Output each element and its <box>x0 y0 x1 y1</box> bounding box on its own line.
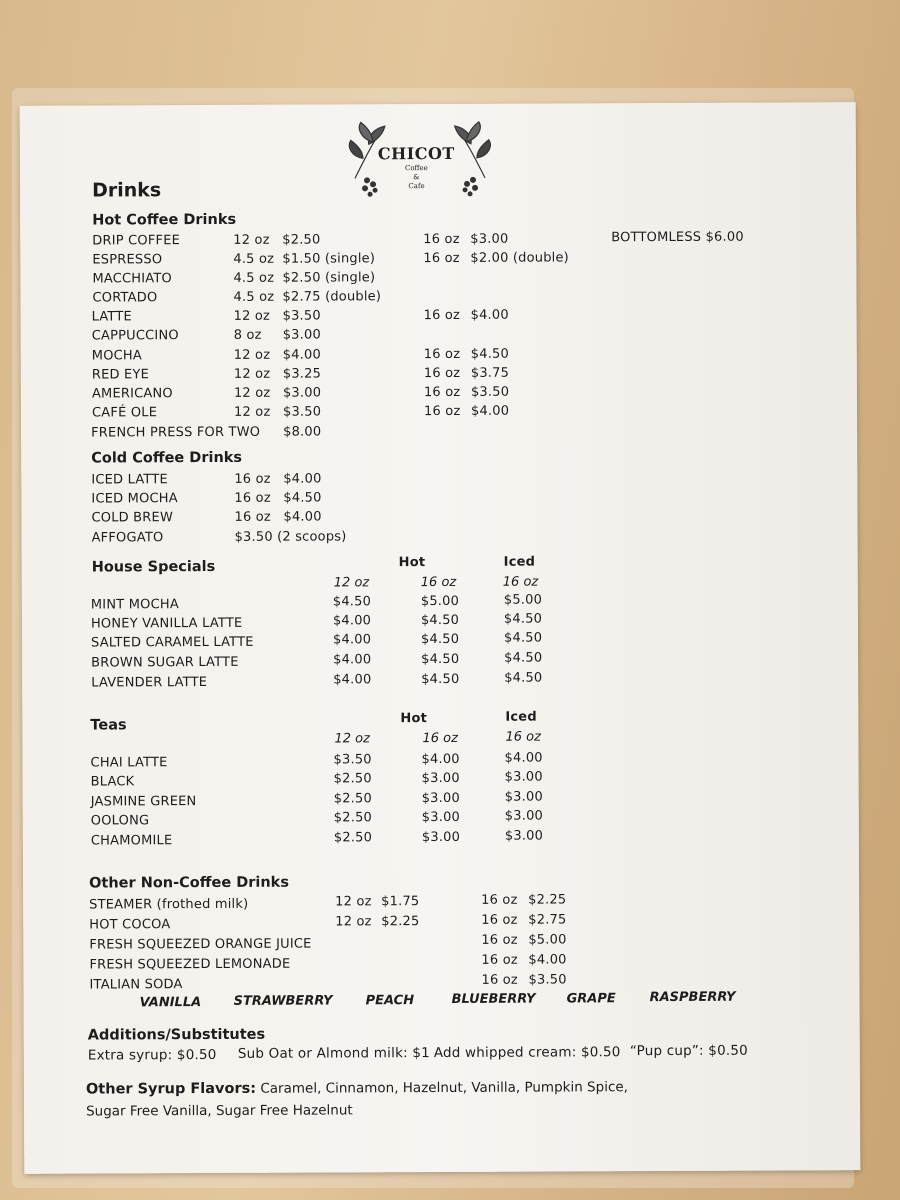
menu-item-price: $2.50 (single) <box>282 270 376 286</box>
menu-item-name: RED EYE <box>91 367 150 383</box>
price-12oz: $4.50 <box>332 594 372 610</box>
soda-flavor: BLUEBERRY <box>451 991 536 1007</box>
logo-sub-coffee: Coffee <box>404 164 428 173</box>
price-16oz-hot: $4.50 <box>421 671 460 688</box>
price-12oz: $2.50 <box>333 830 373 846</box>
teas-iced-label: Iced <box>505 709 537 725</box>
menu-item-name: COLD BREW <box>91 510 174 526</box>
logo-subtitle <box>405 164 428 191</box>
price-16oz-hot: $3.00 <box>421 790 460 807</box>
menu-item-size: 16 oz <box>234 490 271 506</box>
price-16oz-iced: $3.00 <box>504 808 544 824</box>
menu-item-name: LATTE <box>91 309 132 325</box>
price-16oz-iced: $3.00 <box>504 828 544 844</box>
price-16oz-iced: $3.00 <box>504 769 543 785</box>
teas-size-12: 12 oz <box>334 731 370 747</box>
hot-coffee-heading: Hot Coffee Drinks <box>92 211 237 229</box>
price-16oz-iced: $3.00 <box>504 789 543 805</box>
logo-name: CHICOT <box>377 143 455 164</box>
menu-item-name: SALTED CARAMEL LATTE <box>90 634 254 651</box>
logo-sub-amp: & <box>413 173 420 182</box>
menu-item-name: HONEY VANILLA LATTE <box>90 615 243 632</box>
price-12oz: $2.50 <box>333 810 373 826</box>
price-16oz-hot: $3.00 <box>421 809 461 826</box>
price-12oz: $4.00 <box>332 632 372 648</box>
menu-sheet <box>20 102 861 1174</box>
price-16oz-hot: $3.00 <box>421 770 460 787</box>
menu-item-size: 12 oz <box>233 366 271 382</box>
menu-item-price-large: $2.00 (double) <box>470 250 569 266</box>
menu-item-size-large: 16 oz <box>423 250 460 267</box>
price-12oz: $4.00 <box>333 652 372 668</box>
price-16oz-hot: $4.00 <box>421 751 460 768</box>
menu-item-name: CHAI LATTE <box>90 755 168 771</box>
menu-item-size-large: 16 oz <box>481 912 518 928</box>
price-16oz-hot: $4.50 <box>420 612 460 629</box>
menu-item-price-large: $3.50 <box>528 972 567 988</box>
menu-item-price-large: $2.25 <box>528 892 567 908</box>
menu-item-size-large: 16 oz <box>423 307 461 324</box>
menu-item-price-large: $5.00 <box>528 932 567 948</box>
menu-item-price: $3.50 <box>282 308 321 324</box>
menu-item-name: BLACK <box>90 774 135 790</box>
menu-item-size: 4.5 oz <box>233 289 275 305</box>
menu-item-size-large: 16 oz <box>423 403 461 420</box>
menu-item-price: $4.00 <box>282 347 322 363</box>
price-12oz: $2.50 <box>333 791 372 807</box>
menu-item-price: $3.00 <box>282 385 322 401</box>
price-16oz-hot: $4.50 <box>421 651 460 668</box>
page-title: Drinks <box>91 179 162 202</box>
menu-item-name: BROWN SUGAR LATTE <box>91 654 239 671</box>
teas-size-16-iced: 16 oz <box>505 729 541 745</box>
bottomless-price: BOTTOMLESS $6.00 <box>611 229 744 246</box>
menu-item-name: FRESH SQUEEZED ORANGE JUICE <box>89 936 312 953</box>
addition-item: “Pup cup”: $0.50 <box>629 1042 748 1060</box>
house-size-16-hot: 16 oz <box>420 574 457 591</box>
logo-sub-cafe: Cafe <box>408 182 425 191</box>
menu-item-name: AMERICANO <box>91 386 173 402</box>
menu-item-name: CHAMOMILE <box>90 833 173 849</box>
soda-flavor: RASPBERRY <box>649 989 736 1006</box>
menu-item-price-large: $4.50 <box>470 346 510 362</box>
menu-item-price: $2.75 (double) <box>282 289 382 305</box>
menu-item-name: STEAMER (frothed milk) <box>89 896 249 913</box>
price-12oz: $4.00 <box>333 672 372 688</box>
menu-item-price: $8.00 <box>283 424 322 440</box>
addition-item: Add whipped cream: $0.50 <box>433 1044 621 1062</box>
soda-flavor: STRAWBERRY <box>233 993 333 1009</box>
syrups-heading: Other Syrup Flavors: <box>85 1080 257 1098</box>
menu-item-name: HOT COCOA <box>89 917 171 933</box>
menu-item-size: 12 oz <box>335 894 372 910</box>
menu-item-size: 4.5 oz <box>233 251 275 267</box>
menu-item-name: ICED MOCHA <box>91 491 178 507</box>
menu-item-name: LAVENDER LATTE <box>91 675 208 691</box>
price-12oz: $4.00 <box>332 613 372 629</box>
menu-item-name: MACCHIATO <box>92 271 172 287</box>
menu-item-price-large: $3.00 <box>470 231 509 247</box>
menu-item-size: 12 oz <box>233 347 271 363</box>
syrups-line1 <box>86 1079 628 1097</box>
menu-item-name: JASMINE GREEN <box>90 794 197 810</box>
menu-item-price-large: $4.00 <box>470 307 509 323</box>
menu-item-name: MOCHA <box>91 348 143 364</box>
menu-item-price-large: $2.75 <box>528 912 567 928</box>
menu-item-price: $4.00 <box>283 509 322 525</box>
menu-item-name: OOLONG <box>90 813 150 829</box>
menu-item-name: AFFOGATO <box>91 530 164 546</box>
menu-item-size-large: 16 oz <box>481 952 518 968</box>
menu-item-price-large: $3.75 <box>470 365 510 381</box>
menu-item-size: 12 oz <box>233 308 271 324</box>
price-16oz-iced: $4.50 <box>504 670 543 686</box>
menu-item-price: $4.00 <box>283 471 322 487</box>
price-16oz-iced: $4.00 <box>504 750 543 766</box>
menu-item-price: $3.50 (2 scoops) <box>234 529 347 545</box>
menu-item-name: CAFÉ OLE <box>91 405 158 421</box>
price-16oz-hot: $4.50 <box>420 631 460 648</box>
teas-size-16-hot: 16 oz <box>422 730 458 747</box>
menu-item-name: ESPRESSO <box>92 252 163 268</box>
cold-coffee-heading: Cold Coffee Drinks <box>91 449 243 467</box>
menu-item-name: FRENCH PRESS FOR TWO <box>91 424 261 441</box>
house-hot-label: Hot <box>398 555 426 571</box>
house-iced-label: Iced <box>503 554 536 570</box>
menu-item-size: 12 oz <box>233 385 271 401</box>
menu-item-price: $3.25 <box>282 366 322 382</box>
menu-item-price-large: $4.00 <box>528 952 567 968</box>
house-size-16-iced: 16 oz <box>502 574 539 590</box>
addition-item: Extra syrup: $0.50 <box>87 1046 217 1064</box>
price-16oz-hot: $5.00 <box>420 593 460 610</box>
teas-heading: Teas <box>90 717 127 734</box>
menu-item-size: 4.5 oz <box>233 270 275 286</box>
menu-item-size-large: 16 oz <box>423 365 461 382</box>
soda-flavor: PEACH <box>365 993 415 1009</box>
house-size-12: 12 oz <box>333 575 370 591</box>
price-16oz-iced: $4.50 <box>503 611 543 627</box>
price-12oz: $3.50 <box>333 752 372 768</box>
menu-item-name: ITALIAN SODA <box>89 977 183 993</box>
syrups-list-1: Caramel, Cinnamon, Hazelnut, Vanilla, Pumpkin Spice, <box>260 1079 628 1097</box>
menu-item-name: MINT MOCHA <box>90 597 179 613</box>
menu-item-name: FRESH SQUEEZED LEMONADE <box>89 956 291 973</box>
price-12oz: $2.50 <box>333 771 372 787</box>
menu-item-name: CORTADO <box>92 290 158 306</box>
menu-item-price: $3.00 <box>282 327 321 343</box>
price-16oz-hot: $3.00 <box>421 829 461 846</box>
menu-item-size: 16 oz <box>234 471 271 487</box>
menu-item-price: $1.50 (single) <box>282 251 376 267</box>
additions-heading: Additions/Substitutes <box>87 1026 266 1044</box>
menu-item-size: 12 oz <box>335 914 372 930</box>
soda-flavor: GRAPE <box>566 991 616 1007</box>
menu-item-size-large: 16 oz <box>481 932 518 948</box>
menu-item-size-large: 16 oz <box>423 231 460 248</box>
menu-item-size-large: 16 oz <box>481 972 518 988</box>
menu-item-price: $1.75 <box>381 894 420 910</box>
addition-item: Sub Oat or Almond milk: $1 <box>237 1045 430 1062</box>
syrups-line2: Sugar Free Vanilla, Sugar Free Hazelnut <box>86 1102 353 1120</box>
menu-item-price: $2.25 <box>381 914 420 930</box>
menu-item-size: 12 oz <box>233 404 271 420</box>
price-16oz-iced: $4.50 <box>504 650 543 666</box>
menu-item-price: $4.50 <box>283 490 322 506</box>
menu-item-name: CAPPUCCINO <box>91 328 179 344</box>
price-16oz-iced: $4.50 <box>503 630 543 646</box>
menu-item-size-large: 16 oz <box>423 346 461 363</box>
soda-flavor: VANILLA <box>139 995 202 1011</box>
menu-item-price-large: $3.50 <box>470 384 510 400</box>
house-specials-heading: House Specials <box>91 558 216 576</box>
menu-item-size-large: 16 oz <box>481 892 518 908</box>
non-coffee-heading: Other Non-Coffee Drinks <box>89 874 289 892</box>
menu-item-size-large: 16 oz <box>423 384 461 401</box>
price-16oz-iced: $5.00 <box>503 592 543 608</box>
menu-item-name: ICED LATTE <box>91 472 168 488</box>
menu-item-price: $3.50 <box>282 404 322 420</box>
menu-item-size: 8 oz <box>233 327 262 343</box>
menu-item-size: 12 oz <box>233 232 270 248</box>
teas-hot-label: Hot <box>400 711 428 727</box>
menu-item-name: DRIP COFFEE <box>92 233 181 249</box>
chicot-logo <box>345 118 495 205</box>
menu-item-price-large: $4.00 <box>470 403 510 419</box>
menu-item-price: $2.50 <box>282 232 321 248</box>
menu-item-size: 16 oz <box>234 509 271 525</box>
